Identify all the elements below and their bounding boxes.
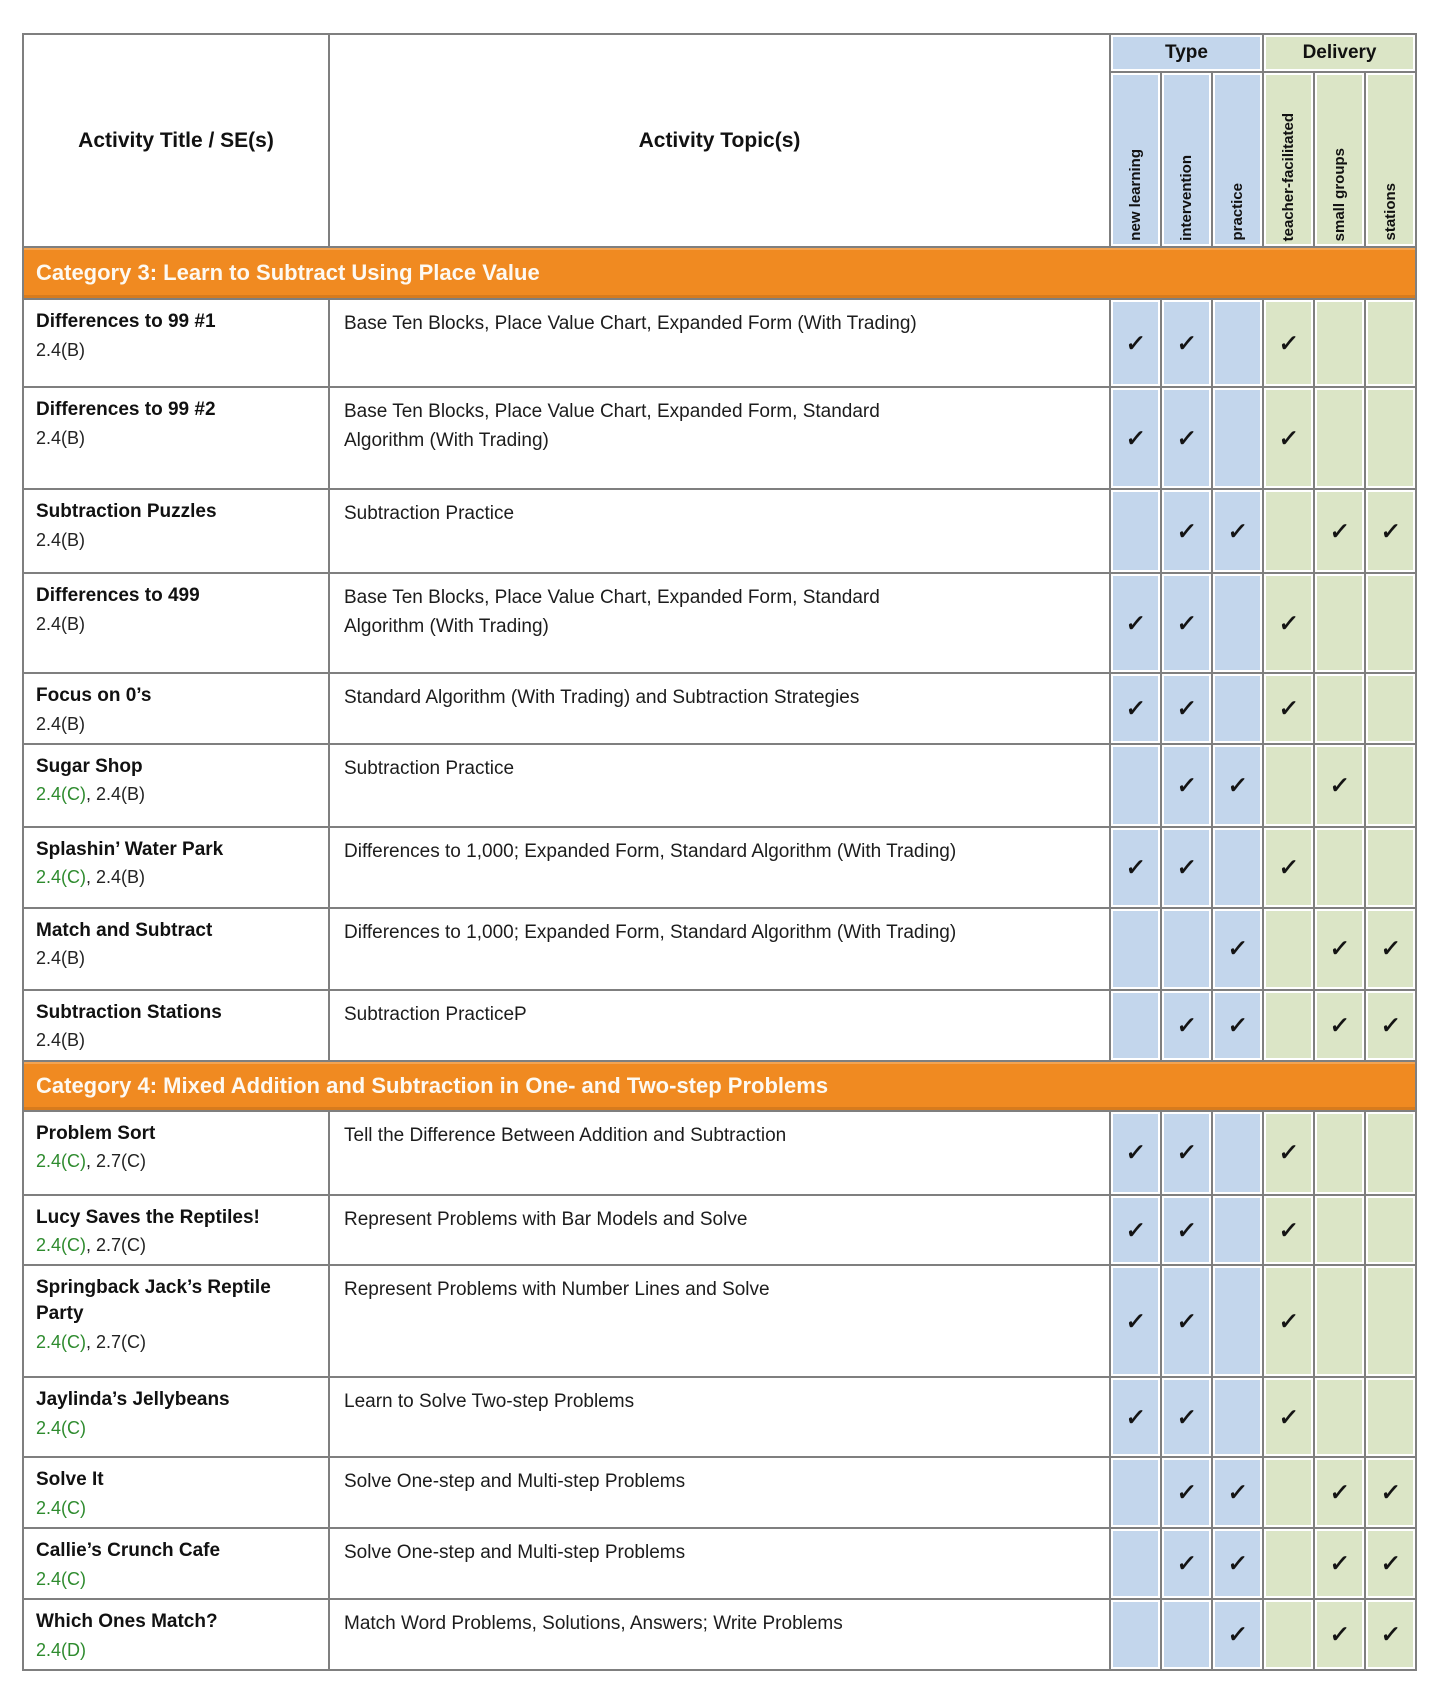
activity-topic-cell [329, 1599, 1110, 1670]
se-code-green: 2.4(C) [36, 1568, 87, 1589]
se-codes [36, 426, 318, 451]
se-code-black: , 2.7(C) [86, 1235, 147, 1256]
category-row [23, 247, 1416, 299]
checkmark-icon: ✓ [1379, 1011, 1402, 1038]
activity-topic-cell [329, 1265, 1110, 1377]
activity-topic-cell [329, 1195, 1110, 1266]
check-cell-practice [1212, 827, 1263, 908]
activity-topic-cell [329, 573, 1110, 673]
check-cell-practice [1212, 1111, 1263, 1195]
check-cell-practice [1212, 1377, 1263, 1457]
table-row [23, 573, 1416, 673]
se-codes [36, 865, 318, 890]
practice-label: practice [1229, 183, 1247, 241]
check-cell-teacher-facilitated [1263, 1195, 1314, 1266]
table-row [23, 1265, 1416, 1377]
se-codes [36, 338, 318, 363]
checkmark-icon: ✓ [1175, 1307, 1198, 1334]
col-header-small-groups [1314, 72, 1365, 247]
se-code-green: 2.4(C) [36, 784, 87, 805]
se-codes [36, 1149, 318, 1174]
checkmark-icon: ✓ [1175, 1403, 1198, 1430]
check-cell-small-groups [1314, 1528, 1365, 1599]
checkmark-icon: ✓ [1328, 1550, 1351, 1577]
activity-topic-cell [329, 387, 1110, 489]
activity-topic: Base Ten Blocks, Place Value Chart, Expanded Form, Standard Algorithm (With Trading) [344, 587, 880, 638]
check-cell-new-learning [1110, 827, 1161, 908]
check-cell-intervention [1161, 908, 1212, 990]
checkmark-icon: ✓ [1175, 853, 1198, 880]
activity-title-cell [23, 1528, 329, 1599]
activity-topic: Subtraction PracticeP [344, 1003, 527, 1025]
checkmark-icon: ✓ [1277, 1216, 1300, 1243]
checkmark-icon: ✓ [1226, 1479, 1249, 1506]
checkmark-icon: ✓ [1226, 1621, 1249, 1648]
checkmark-icon: ✓ [1379, 517, 1402, 544]
checkmark-icon: ✓ [1328, 771, 1351, 798]
table-row [23, 1457, 1416, 1528]
se-codes [36, 1496, 318, 1521]
se-codes [36, 1028, 318, 1053]
checkmark-icon: ✓ [1277, 1403, 1300, 1430]
activity-topic: Differences to 1,000; Expanded Form, Standard Algorithm (With Trading) [344, 840, 957, 862]
check-cell-intervention [1161, 827, 1212, 908]
checkmark-icon: ✓ [1175, 1550, 1198, 1577]
check-cell-intervention [1161, 990, 1212, 1061]
small-groups-label: small groups [1331, 147, 1349, 241]
check-cell-intervention [1161, 1265, 1212, 1377]
checkmark-icon: ✓ [1277, 329, 1300, 356]
activity-title: Subtraction Stations [36, 1001, 222, 1023]
check-cell-new-learning [1110, 573, 1161, 673]
table-row [23, 299, 1416, 387]
se-code-black: 2.4(B) [36, 339, 86, 360]
check-cell-stations [1365, 827, 1416, 908]
check-cell-small-groups [1314, 744, 1365, 827]
activity-topic-cell [329, 299, 1110, 387]
check-cell-small-groups [1314, 673, 1365, 744]
se-code-black: 2.4(B) [36, 948, 86, 969]
checkmark-icon: ✓ [1124, 329, 1147, 356]
checkmark-icon: ✓ [1277, 694, 1300, 721]
check-cell-intervention [1161, 1457, 1212, 1528]
check-cell-intervention [1161, 573, 1212, 673]
checkmark-icon: ✓ [1379, 1550, 1402, 1577]
se-code-black: 2.4(B) [36, 427, 86, 448]
check-cell-practice [1212, 1195, 1263, 1266]
activity-topic: Match Word Problems, Solutions, Answers; Write Problems [344, 1613, 843, 1635]
se-code-black: 2.4(B) [36, 613, 86, 634]
activity-topic-cell [329, 1377, 1110, 1457]
checkmark-icon: ✓ [1226, 771, 1249, 798]
check-cell-small-groups [1314, 1111, 1365, 1195]
check-cell-teacher-facilitated [1263, 299, 1314, 387]
check-cell-practice [1212, 1528, 1263, 1599]
check-cell-practice [1212, 1265, 1263, 1377]
category-row [23, 1061, 1416, 1111]
se-codes [36, 946, 318, 971]
check-cell-new-learning [1110, 1265, 1161, 1377]
check-cell-stations [1365, 387, 1416, 489]
checkmark-icon: ✓ [1124, 609, 1147, 636]
checkmark-icon: ✓ [1175, 1011, 1198, 1038]
activity-title-cell [23, 573, 329, 673]
activity-title: Callie’s Crunch Cafe [36, 1540, 221, 1562]
check-cell-stations [1365, 908, 1416, 990]
check-cell-small-groups [1314, 827, 1365, 908]
table-row [23, 1528, 1416, 1599]
table-row [23, 908, 1416, 990]
se-code-green: 2.4(C) [36, 1331, 87, 1352]
table-row [23, 1195, 1416, 1266]
activity-table [22, 33, 1417, 1671]
se-code-black: 2.4(B) [36, 1030, 86, 1051]
check-cell-new-learning [1110, 387, 1161, 489]
activity-title-cell [23, 1599, 329, 1670]
delivery-group-header: Delivery [1263, 34, 1416, 72]
table-row [23, 1599, 1416, 1670]
se-code-black: , 2.4(B) [86, 784, 146, 805]
check-cell-stations [1365, 673, 1416, 744]
check-cell-intervention [1161, 299, 1212, 387]
se-codes [36, 712, 318, 737]
checkmark-icon: ✓ [1124, 1139, 1147, 1166]
check-cell-small-groups [1314, 1195, 1365, 1266]
check-cell-teacher-facilitated [1263, 673, 1314, 744]
check-cell-stations [1365, 744, 1416, 827]
check-cell-intervention [1161, 489, 1212, 573]
activity-title-cell [23, 1265, 329, 1377]
activity-title: Differences to 499 [36, 585, 200, 606]
checkmark-icon: ✓ [1379, 935, 1402, 962]
check-cell-practice [1212, 990, 1263, 1061]
check-cell-teacher-facilitated [1263, 744, 1314, 827]
activity-topic: Subtraction Practice [344, 757, 515, 779]
check-cell-practice [1212, 673, 1263, 744]
check-cell-stations [1365, 1528, 1416, 1599]
checkmark-icon: ✓ [1175, 1216, 1198, 1243]
check-cell-small-groups [1314, 1377, 1365, 1457]
check-cell-new-learning [1110, 908, 1161, 990]
new-learning-label: new learning [1127, 149, 1144, 241]
check-cell-small-groups [1314, 573, 1365, 673]
col-header-intervention [1161, 72, 1212, 247]
activity-topic-cell [329, 1528, 1110, 1599]
activity-topic-cell [329, 673, 1110, 744]
check-cell-teacher-facilitated [1263, 1265, 1314, 1377]
category-3-header: Category 3: Learn to Subtract Using Place Value [23, 247, 1416, 299]
check-cell-stations [1365, 299, 1416, 387]
check-cell-small-groups [1314, 299, 1365, 387]
activity-topic: Represent Problems with Bar Models and Solve [344, 1208, 748, 1230]
activity-title: Differences to 99 #1 [36, 311, 216, 332]
col-header-practice [1212, 72, 1263, 247]
se-codes [36, 1567, 318, 1592]
header-group-row [23, 34, 1416, 72]
table-row [23, 1377, 1416, 1457]
se-code-green: 2.4(C) [36, 1235, 87, 1256]
check-cell-teacher-facilitated [1263, 489, 1314, 573]
checkmark-icon: ✓ [1124, 853, 1147, 880]
activity-title-header: Activity Title / SE(s) [23, 34, 329, 247]
check-cell-small-groups [1314, 387, 1365, 489]
activity-title: Splashin’ Water Park [36, 838, 224, 860]
check-cell-stations [1365, 573, 1416, 673]
table-row [23, 673, 1416, 744]
se-codes [36, 1233, 318, 1258]
check-cell-new-learning [1110, 990, 1161, 1061]
se-codes [36, 1416, 318, 1441]
activity-topic: Base Ten Blocks, Place Value Chart, Expanded Form, Standard Algorithm (With Trading) [344, 401, 880, 452]
checkmark-icon: ✓ [1175, 1139, 1198, 1166]
check-cell-intervention [1161, 1195, 1212, 1266]
check-cell-small-groups [1314, 990, 1365, 1061]
check-cell-intervention [1161, 387, 1212, 489]
activity-topic-cell [329, 1111, 1110, 1195]
check-cell-practice [1212, 908, 1263, 990]
activity-title-cell [23, 1195, 329, 1266]
se-codes [36, 1638, 318, 1663]
activity-topic: Represent Problems with Number Lines and Solve [344, 1279, 770, 1301]
check-cell-stations [1365, 1599, 1416, 1670]
check-cell-practice [1212, 1599, 1263, 1670]
checkmark-icon: ✓ [1379, 1479, 1402, 1506]
activity-topic: Tell the Difference Between Addition and Subtraction [344, 1124, 787, 1146]
activity-title-cell [23, 744, 329, 827]
activity-title: Jaylinda’s Jellybeans [36, 1389, 230, 1411]
checkmark-icon: ✓ [1124, 1216, 1147, 1243]
check-cell-teacher-facilitated [1263, 1528, 1314, 1599]
checkmark-icon: ✓ [1175, 609, 1198, 636]
check-cell-stations [1365, 1377, 1416, 1457]
check-cell-new-learning [1110, 1377, 1161, 1457]
activity-topic-cell [329, 489, 1110, 573]
check-cell-small-groups [1314, 1457, 1365, 1528]
check-cell-stations [1365, 990, 1416, 1061]
check-cell-teacher-facilitated [1263, 1457, 1314, 1528]
activity-title-cell [23, 489, 329, 573]
activity-title-cell [23, 1111, 329, 1195]
activity-title: Focus on 0’s [36, 685, 152, 706]
check-cell-teacher-facilitated [1263, 387, 1314, 489]
activity-topic: Learn to Solve Two-step Problems [344, 1391, 635, 1413]
check-cell-intervention [1161, 1377, 1212, 1457]
checkmark-icon: ✓ [1277, 853, 1300, 880]
activity-topic: Subtraction Practice [344, 503, 515, 524]
check-cell-new-learning [1110, 1599, 1161, 1670]
table-row [23, 489, 1416, 573]
activity-title: Problem Sort [36, 1122, 156, 1144]
checkmark-icon: ✓ [1328, 1621, 1351, 1648]
checkmark-icon: ✓ [1277, 424, 1300, 451]
col-header-teacher-facilitated [1263, 72, 1314, 247]
se-code-black: , 2.4(B) [86, 867, 146, 888]
checkmark-icon: ✓ [1175, 424, 1198, 451]
check-cell-small-groups [1314, 489, 1365, 573]
se-codes [36, 1330, 318, 1355]
activity-topic: Solve One-step and Multi-step Problems [344, 1471, 686, 1493]
activity-topic-cell [329, 744, 1110, 827]
activity-title: Lucy Saves the Reptiles! [36, 1206, 260, 1228]
checkmark-icon: ✓ [1124, 1403, 1147, 1430]
check-cell-stations [1365, 1265, 1416, 1377]
checkmark-icon: ✓ [1226, 1550, 1249, 1577]
checkmark-icon: ✓ [1124, 1307, 1147, 1334]
stations-label: stations [1382, 183, 1400, 241]
se-code-green: 2.4(C) [36, 867, 87, 888]
check-cell-teacher-facilitated [1263, 908, 1314, 990]
checkmark-icon: ✓ [1277, 1139, 1300, 1166]
teacher-facilitated-label: teacher-facilitated [1280, 112, 1298, 241]
activity-title-cell [23, 299, 329, 387]
se-code-black: , 2.7(C) [86, 1151, 147, 1172]
checkmark-icon: ✓ [1226, 517, 1249, 544]
check-cell-new-learning [1110, 299, 1161, 387]
table-row [23, 744, 1416, 827]
activity-topic: Solve One-step and Multi-step Problems [344, 1542, 686, 1564]
activity-title-cell [23, 908, 329, 990]
check-cell-small-groups [1314, 1599, 1365, 1670]
check-cell-intervention [1161, 673, 1212, 744]
checkmark-icon: ✓ [1328, 1479, 1351, 1506]
check-cell-practice [1212, 744, 1263, 827]
checkmark-icon: ✓ [1124, 424, 1147, 451]
table-row [23, 990, 1416, 1061]
activity-title: Which Ones Match? [36, 1611, 218, 1633]
check-cell-stations [1365, 489, 1416, 573]
activity-topic-cell [329, 990, 1110, 1061]
checkmark-icon: ✓ [1175, 1479, 1198, 1506]
check-cell-intervention [1161, 1111, 1212, 1195]
col-header-new-learning [1110, 72, 1161, 247]
activity-title: Springback Jack’s Reptile Party [36, 1277, 271, 1325]
checkmark-icon: ✓ [1175, 694, 1198, 721]
activity-topic-cell [329, 827, 1110, 908]
activity-title: Match and Subtract [36, 919, 213, 941]
activity-title-cell [23, 387, 329, 489]
activity-title: Differences to 99 #2 [36, 399, 216, 420]
checkmark-icon: ✓ [1328, 517, 1351, 544]
activity-topic-header: Activity Topic(s) [329, 34, 1110, 247]
se-code-green: 2.4(D) [36, 1639, 87, 1660]
check-cell-new-learning [1110, 1195, 1161, 1266]
activity-topic-cell [329, 908, 1110, 990]
table-row [23, 827, 1416, 908]
check-cell-new-learning [1110, 673, 1161, 744]
check-cell-practice [1212, 299, 1263, 387]
check-cell-small-groups [1314, 908, 1365, 990]
activity-topic: Differences to 1,000; Expanded Form, Standard Algorithm (With Trading) [344, 921, 957, 943]
check-cell-new-learning [1110, 489, 1161, 573]
activity-topic-cell [329, 1457, 1110, 1528]
checkmark-icon: ✓ [1226, 1011, 1249, 1038]
se-code-green: 2.4(C) [36, 1498, 87, 1519]
check-cell-teacher-facilitated [1263, 827, 1314, 908]
activity-title-cell [23, 673, 329, 744]
checkmark-icon: ✓ [1277, 609, 1300, 636]
check-cell-teacher-facilitated [1263, 1599, 1314, 1670]
check-cell-practice [1212, 573, 1263, 673]
checkmark-icon: ✓ [1175, 329, 1198, 356]
activity-title-cell [23, 827, 329, 908]
se-code-black: 2.4(B) [36, 529, 86, 550]
check-cell-new-learning [1110, 1457, 1161, 1528]
se-codes [36, 528, 318, 553]
check-cell-intervention [1161, 1528, 1212, 1599]
activity-topic: Standard Algorithm (With Trading) and Subtraction Strategies [344, 687, 860, 708]
activity-title-cell [23, 1377, 329, 1457]
check-cell-new-learning [1110, 1528, 1161, 1599]
checkmark-icon: ✓ [1328, 935, 1351, 962]
check-cell-stations [1365, 1111, 1416, 1195]
check-cell-intervention [1161, 1599, 1212, 1670]
document-page [22, 33, 1417, 1671]
intervention-label: intervention [1178, 155, 1195, 241]
activity-title: Sugar Shop [36, 755, 143, 777]
check-cell-practice [1212, 489, 1263, 573]
check-cell-small-groups [1314, 1265, 1365, 1377]
col-header-stations [1365, 72, 1416, 247]
check-cell-practice [1212, 387, 1263, 489]
check-cell-teacher-facilitated [1263, 573, 1314, 673]
se-code-black: 2.4(B) [36, 713, 86, 734]
check-cell-intervention [1161, 744, 1212, 827]
type-group-header: Type [1110, 34, 1263, 72]
category-4-header: Category 4: Mixed Addition and Subtraction in One- and Two-step Problems [23, 1061, 1416, 1111]
checkmark-icon: ✓ [1175, 517, 1198, 544]
checkmark-icon: ✓ [1124, 694, 1147, 721]
activity-title: Subtraction Puzzles [36, 501, 217, 522]
check-cell-stations [1365, 1195, 1416, 1266]
checkmark-icon: ✓ [1379, 1621, 1402, 1648]
se-code-black: , 2.7(C) [86, 1331, 147, 1352]
checkmark-icon: ✓ [1226, 935, 1249, 962]
activity-title-cell [23, 990, 329, 1061]
check-cell-teacher-facilitated [1263, 1111, 1314, 1195]
check-cell-teacher-facilitated [1263, 1377, 1314, 1457]
se-code-green: 2.4(C) [36, 1151, 87, 1172]
table-row [23, 1111, 1416, 1195]
check-cell-stations [1365, 1457, 1416, 1528]
se-codes [36, 782, 318, 807]
se-codes [36, 612, 318, 637]
checkmark-icon: ✓ [1277, 1307, 1300, 1334]
table-row [23, 387, 1416, 489]
check-cell-new-learning [1110, 1111, 1161, 1195]
activity-title: Solve It [36, 1469, 104, 1491]
check-cell-new-learning [1110, 744, 1161, 827]
activity-topic: Base Ten Blocks, Place Value Chart, Expanded Form (With Trading) [344, 313, 917, 334]
checkmark-icon: ✓ [1175, 771, 1198, 798]
check-cell-teacher-facilitated [1263, 990, 1314, 1061]
check-cell-practice [1212, 1457, 1263, 1528]
checkmark-icon: ✓ [1328, 1011, 1351, 1038]
se-code-green: 2.4(C) [36, 1418, 87, 1439]
activity-title-cell [23, 1457, 329, 1528]
